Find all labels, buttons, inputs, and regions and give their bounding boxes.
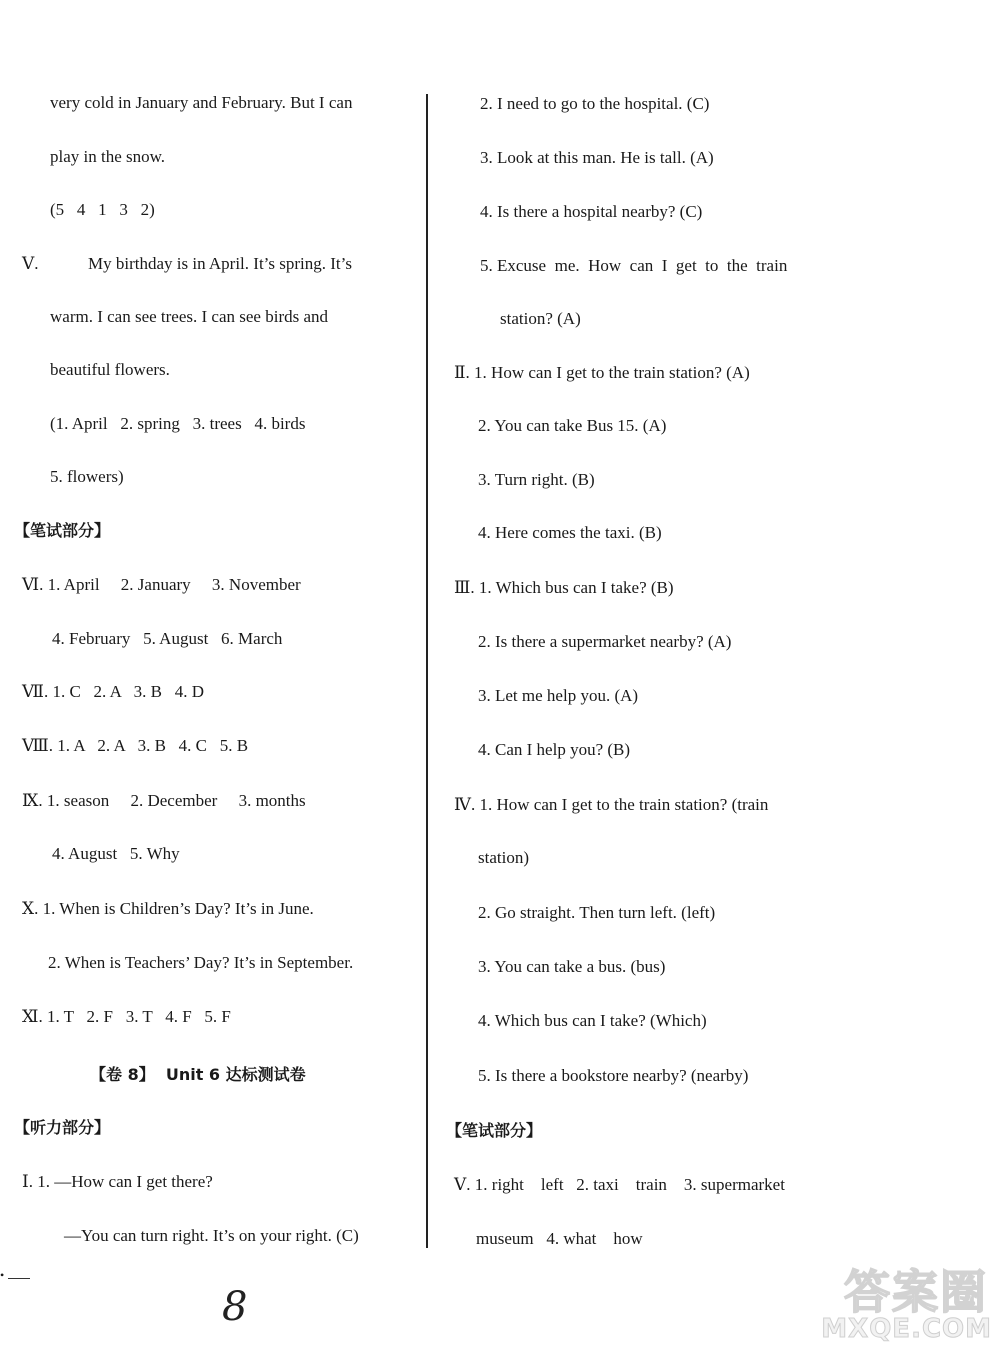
watermark-logo (792, 1256, 992, 1352)
answer-line: 4. February 5. August 6. March (52, 629, 283, 648)
answer-line: 3. Turn right. (B) (478, 470, 595, 489)
written-section-heading: 【笔试部分】 (446, 1121, 543, 1140)
answer-line: warm. I can see trees. I can see birds and (50, 307, 329, 326)
answer-line: Ⅺ. 1. T 2. F 3. T 4. F 5. F (22, 1007, 231, 1026)
answer-line: Ⅵ. 1. April 2. January 3. November (22, 575, 301, 594)
answer-line: Ⅱ. 1. How can I get to the train station? (A) (454, 363, 750, 382)
answer-line: 3. Let me help you. (A) (478, 686, 639, 705)
answer-line: 5. flowers) (50, 467, 124, 486)
answer-line: very cold in January and February. But I can (50, 93, 353, 112)
answer-line: Ⅰ. 1. —How can I get there? (22, 1172, 213, 1191)
answer-line: (1. April 2. spring 3. trees 4. birds (50, 414, 306, 433)
answer-line: My birthday is in April. It’s spring. It’s (88, 254, 352, 273)
column-divider (426, 94, 428, 1248)
answer-line: station? (A) (500, 309, 581, 328)
answer-line: 2. When is Teachers’ Day? It’s in September. (48, 953, 354, 972)
answer-line: beautiful flowers. (50, 360, 170, 379)
listening-section-heading: 【听力部分】 (14, 1118, 111, 1137)
answer-line: Ⅷ. 1. A 2. A 3. B 4. C 5. B (22, 736, 249, 755)
page-number: 8 (222, 1284, 248, 1330)
answer-line: museum 4. what how (476, 1229, 643, 1248)
answer-line: 3. You can take a bus. (bus) (478, 957, 666, 976)
answer-line: play in the snow. (50, 147, 166, 166)
answer-line: 2. Go straight. Then turn left. (left) (478, 903, 716, 922)
answer-line: Ⅶ. 1. C 2. A 3. B 4. D (22, 682, 205, 701)
section-number: Ⅴ. (22, 254, 39, 273)
answer-line: 2. I need to go to the hospital. (C) (480, 94, 710, 113)
watermark-url: MXQE.COM (821, 1314, 992, 1344)
answer-line: 5. Is there a bookstore nearby? (nearby) (478, 1066, 749, 1085)
margin-mark: • (0, 1268, 5, 1282)
answer-line: 4. Which bus can I take? (Which) (478, 1011, 707, 1030)
unit-test-title: 【卷 8】 Unit 6 达标测试卷 (90, 1065, 306, 1084)
answer-line: —You can turn right. It’s on your right. (C) (64, 1226, 359, 1245)
answer-line: Ⅴ. 1. right left 2. taxi train 3. supermarket (454, 1175, 785, 1194)
written-section-heading: 【笔试部分】 (14, 521, 111, 540)
watermark-text: 答案圈 (844, 1265, 988, 1319)
answer-line: 2. Is there a supermarket nearby? (A) (478, 632, 732, 651)
answer-line: station) (478, 848, 529, 867)
answer-line: (5 4 1 3 2) (50, 200, 155, 219)
answer-line: Ⅳ. 1. How can I get to the train station? (train (454, 795, 769, 814)
answer-line: 5. Excuse me. How can I get to the train (480, 256, 788, 275)
answer-line: Ⅲ. 1. Which bus can I take? (B) (454, 578, 674, 597)
answer-line: 3. Look at this man. He is tall. (A) (480, 148, 714, 167)
answer-line: 4. August 5. Why (52, 844, 180, 863)
answer-line: 4. Can I help you? (B) (478, 740, 631, 759)
answer-line: Ⅹ. 1. When is Children’s Day? It’s in June. (22, 899, 314, 918)
answer-line: Ⅸ. 1. season 2. December 3. months (22, 791, 306, 810)
answer-line: 4. Is there a hospital nearby? (C) (480, 202, 703, 221)
footer-rule (8, 1278, 30, 1279)
answer-line: 4. Here comes the taxi. (B) (478, 523, 662, 542)
answer-line: 2. You can take Bus 15. (A) (478, 416, 667, 435)
